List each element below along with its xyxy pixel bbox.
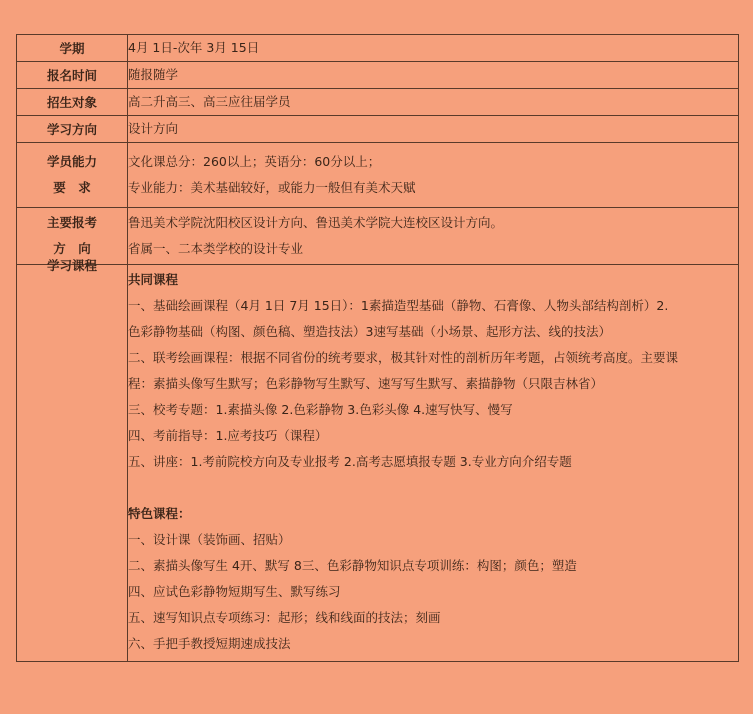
special-course-line: 一、设计课（装饰画、招贴） <box>128 532 291 547</box>
common-course-line: 色彩静物基础（构图、颜色稿、塑造技法）3速写基础（小场景、起形方法、线的技法） <box>128 324 611 339</box>
table-row <box>17 143 739 208</box>
common-course-line: 程：素描头像写生默写；色彩静物写生默写、速写写生默写、素描静物（只限吉林省） <box>128 376 604 391</box>
special-course-line: 四、应试色彩静物短期写生、默写练习 <box>128 584 341 599</box>
common-course-line: 三、校考专题：1.素描头像 2.色彩静物 3.色彩头像 4.速写快写、慢写 <box>128 402 513 417</box>
table-row-courses <box>17 265 739 662</box>
spacer <box>128 475 738 501</box>
table-row <box>17 62 739 89</box>
row-value: 设计方向 <box>128 116 739 143</box>
row-label: 报名时间 <box>17 62 128 89</box>
row-value: 文化课总分：260以上；英语分：60分以上； 专业能力：美术基础较好，或能力一般但有美术天赋 <box>128 143 739 208</box>
table-row <box>17 116 739 143</box>
row-value: 4月 1日-次年 3月 15日 <box>128 35 739 62</box>
common-course-line: 四、考前指导：1.应考技巧（课程） <box>128 428 328 443</box>
common-courses-title: 共同课程 <box>128 272 179 287</box>
common-course-line: 二、联考绘画课程：根据不同省份的统考要求，极其针对性的剖析历年考题，占领统考高度。主要课 <box>128 350 679 365</box>
row-label: 主要报考 方 向 <box>17 208 128 265</box>
table-row <box>17 35 739 62</box>
row-label: 学习方向 <box>17 116 128 143</box>
special-course-line: 二、素描头像写生 4开、默写 8三、色彩静物知识点专项训练：构图；颜色；塑造 <box>128 558 577 573</box>
table-row <box>17 89 739 116</box>
special-course-line: 六、手把手教授短期速成技法 <box>128 636 291 651</box>
common-course-line: 五、讲座：1.考前院校方向及专业报考 2.高考志愿填报专题 3.专业方向介绍专题 <box>128 454 572 469</box>
row-value: 随报随学 <box>128 62 739 89</box>
row-label: 学习课程 <box>17 265 128 662</box>
special-courses-title: 特色课程： <box>128 506 191 521</box>
row-label: 学期 <box>17 35 128 62</box>
course-info-table <box>16 34 739 662</box>
row-value: 鲁迅美术学院沈阳校区设计方向、鲁迅美术学院大连校区设计方向。 省属一、二本类学校的设计专业 <box>128 208 739 265</box>
row-label: 招生对象 <box>17 89 128 116</box>
common-course-line: 一、基础绘画课程（4月 1日 7月 15日）：1素描造型基础（静物、石膏像、人物头部结构剖析）2. <box>128 298 669 313</box>
special-course-line: 五、速写知识点专项练习：起形；线和线面的技法；刻画 <box>128 610 441 625</box>
courses-content <box>128 265 739 662</box>
row-value: 高二升高三、高三应往届学员 <box>128 89 739 116</box>
row-label: 学员能力 要 求 <box>17 143 128 208</box>
